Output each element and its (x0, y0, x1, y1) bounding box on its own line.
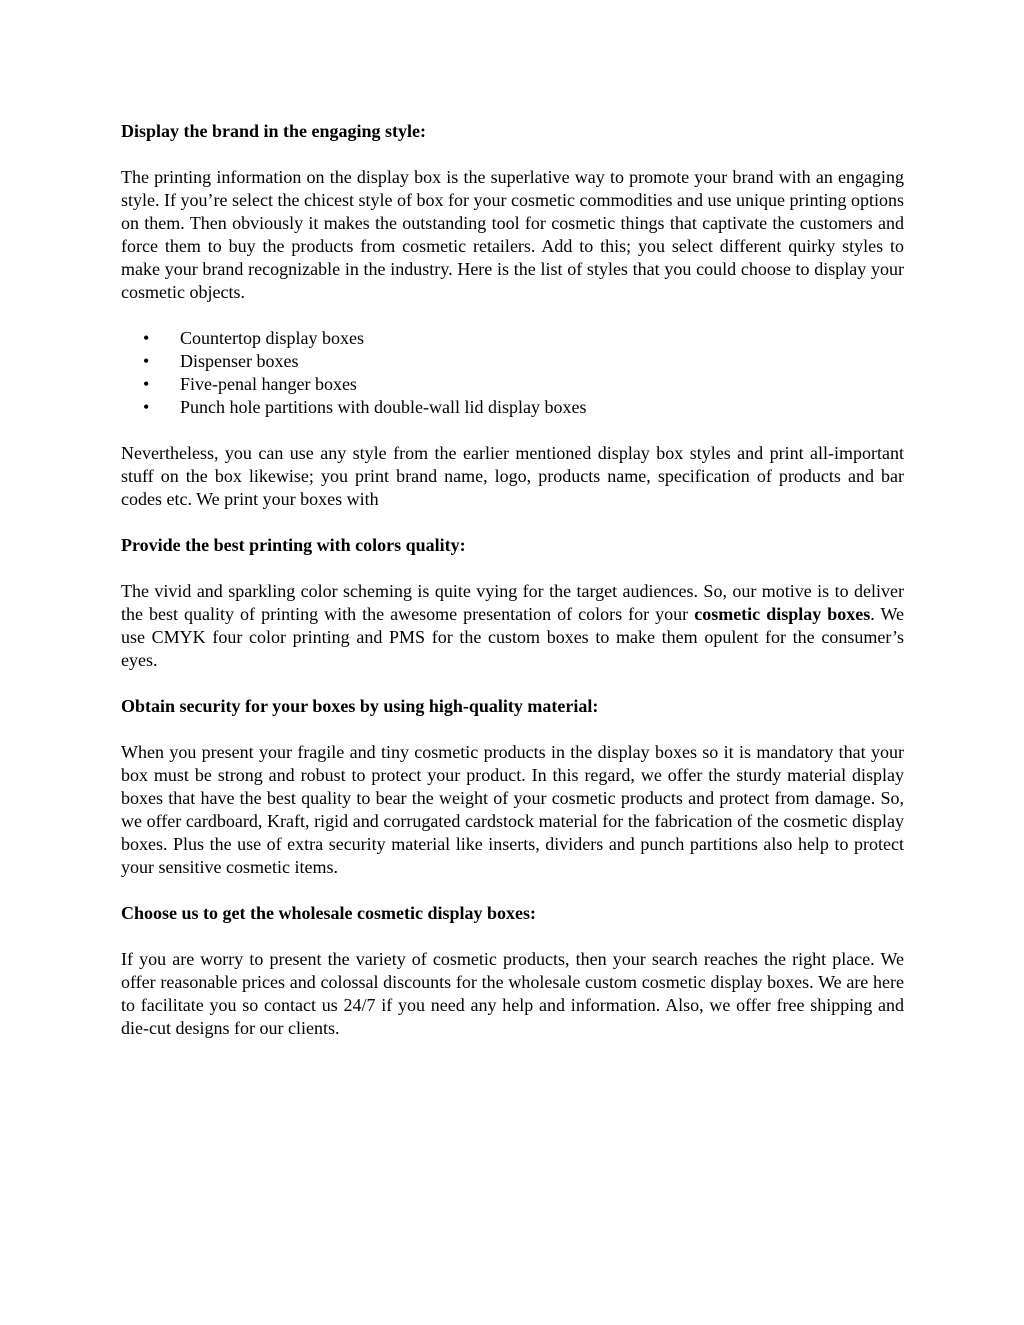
bold-phrase-cosmetic-display-boxes: cosmetic display boxes (694, 604, 871, 624)
paragraph-wholesale: If you are worry to present the variety of cosmetic products, then your search reaches the right place. We offer reasonable prices and colossal discounts for the wholesale custom cosmetic display boxes. We are here to facilitate you so contact us 24/7 if you need any help and information. Also, we offer free shipping and die-cut designs for our clients. (121, 949, 904, 1038)
paragraph-color-scheming (121, 580, 904, 672)
document-page (121, 120, 904, 1063)
heading-best-printing: Provide the best printing with colors quality: (121, 535, 466, 555)
bullet-icon: • (143, 397, 150, 417)
paragraph-nevertheless: Nevertheless, you can use any style from the earlier mentioned display box styles and print all-important stuff on the box likewise; you print brand name, logo, products name, specification of products and bar codes etc. We print your boxes with (121, 443, 904, 509)
bullet-icon: • (143, 374, 150, 394)
heading-security-material: Obtain security for your boxes by using high-quality material: (121, 696, 599, 716)
list-item (121, 373, 904, 396)
list-item-text: Countertop display boxes (180, 328, 364, 348)
paragraph-fragile-products: When you present your fragile and tiny cosmetic products in the display boxes so it is mandatory that your box must be strong and robust to protect your product. In this regard, we offer the sturdy material display boxes that have the best quality to bear the weight of your cosmetic products and protect from damage. So, we offer cardboard, Kraft, rigid and corrugated cardstock material for the fabrication of the cosmetic display boxes. Plus the use of extra security material like inserts, dividers and punch partitions also help to protect your sensitive cosmetic items. (121, 742, 904, 877)
list-item (121, 396, 904, 419)
list-item-text: Dispenser boxes (180, 351, 299, 371)
heading-display-brand: Display the brand in the engaging style: (121, 121, 427, 141)
list-item (121, 327, 904, 350)
list-item-text: Punch hole partitions with double-wall lid display boxes (180, 397, 587, 417)
paragraph-color-scheming-end: . We use CMYK four color printing and PMS for the custom boxes to make them opulent for the consumer’s eyes. (121, 604, 904, 670)
heading-choose-us: Choose us to get the wholesale cosmetic display boxes: (121, 903, 536, 923)
list-item (121, 350, 904, 373)
bullet-icon: • (143, 351, 150, 371)
paragraph-color-scheming-start: The vivid and sparkling color scheming is quite vying for the target audiences. So, our motive is to deliver the best quality of printing with the awesome presentation of colors for your (121, 581, 904, 624)
paragraph-printing-information: The printing information on the display box is the superlative way to promote your brand with an engaging style. If you’re select the chicest style of box for your cosmetic commodities and use unique printing options on them. Then obviously it makes the outstanding tool for cosmetic things that captivate the customers and force them to buy the products from cosmetic retailers. Add to this; you select different quirky styles to make your brand recognizable in the industry. Here is the list of styles that you could choose to display your cosmetic objects. (121, 167, 904, 302)
styles-bullet-list (121, 327, 904, 419)
bullet-icon: • (143, 328, 150, 348)
list-item-text: Five-penal hanger boxes (180, 374, 357, 394)
